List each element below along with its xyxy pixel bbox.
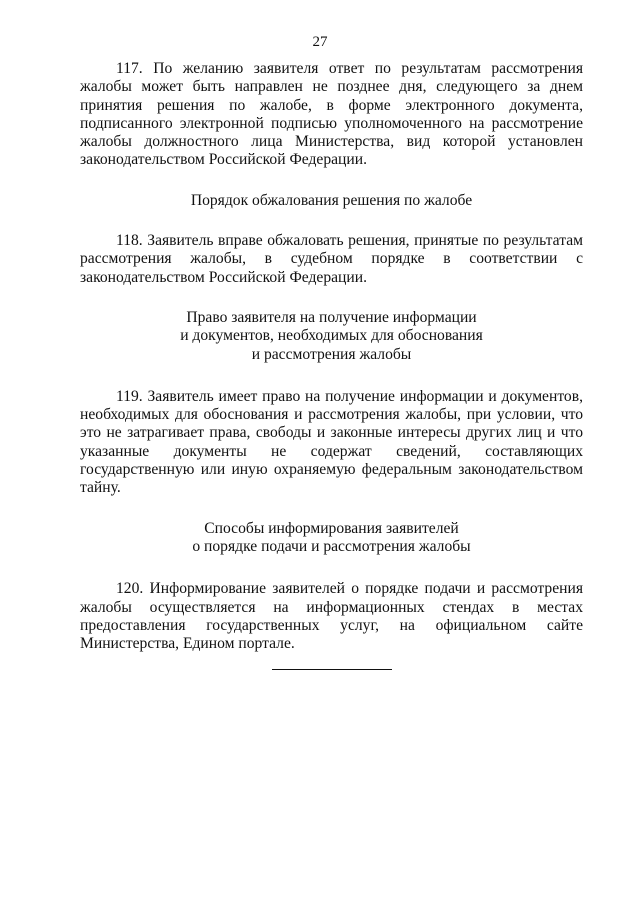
heading-line: и рассмотрения жалобы [251, 345, 412, 363]
end-divider [272, 669, 392, 670]
section-heading-informing-methods [80, 520, 583, 557]
page-number: 27 [312, 34, 328, 50]
heading-line: о порядке подачи и рассмотрения жалобы [192, 537, 471, 555]
heading-line: Способы информирования заявителей [204, 519, 459, 537]
page-content [80, 60, 583, 670]
paragraph-118: 118. Заявитель вправе обжаловать решения, принятые по результатам рассмотрения жалобы, в судебном порядке в соответствии с законодательством Российской Федерации. [80, 232, 583, 286]
section-heading-appeal-order [80, 192, 583, 210]
paragraph-117: 117. По желанию заявителя ответ по результатам рассмотрения жалобы может быть направлен не позднее дня, следующего за днем принятия решения по жалобе, в форме электронного документа, подписанного электронной подписью уполномоченного на рассмотрение жалобы должностного лица Министерства, вид которой установлен законодательством Российской Федерации. [80, 60, 583, 169]
heading-line: Право заявителя на получение информации [186, 308, 477, 326]
heading-line: Порядок обжалования решения по жалобе [190, 191, 473, 209]
paragraph-120: 120. Информирование заявителей о порядке подачи и рассмотрения жалобы осуществляется на информационных стендах в местах предоставления государственных услуг, на официальном сайте Министерства, Едином портале. [80, 580, 583, 653]
section-heading-right-to-information [80, 309, 583, 364]
heading-line: и документов, необходимых для обоснования [180, 327, 483, 345]
paragraph-119: 119. Заявитель имеет право на получение информации и документов, необходимых для обоснования и рассмотрения жалобы, при условии, что это не затрагивает права, свободы и законные интересы других лиц и что указанные документы не содержат сведений, составляющих государственную или иную охраняемую федеральным законодательством тайну. [80, 387, 583, 497]
